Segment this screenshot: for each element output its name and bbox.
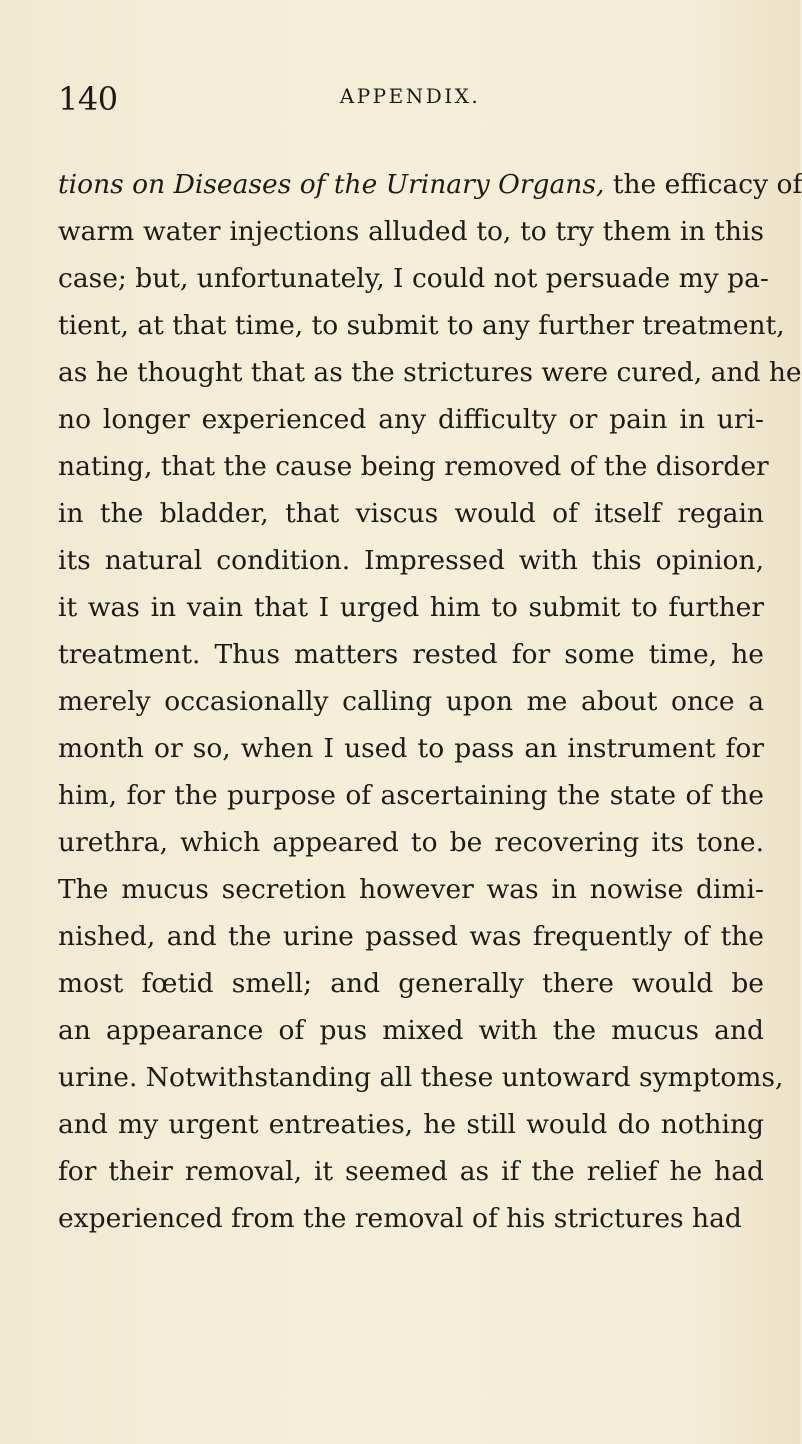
- text-line-18: most fœtid smell; and generally there would be: [58, 968, 764, 999]
- text-line-10: it was in vain that I urged him to submit to further: [58, 592, 764, 623]
- text-line-23: experienced from the removal of his strictures had: [58, 1203, 742, 1234]
- italic-title: tions on Diseases of the Urinary Organs,: [58, 169, 605, 200]
- text-line-19: an appearance of pus mixed with the mucus and: [58, 1015, 764, 1046]
- text-line-14: him, for the purpose of ascertaining the state of the: [58, 780, 764, 811]
- text-line-11: treatment. Thus matters rested for some time, he: [58, 639, 764, 670]
- text-line-20: urine. Notwithstanding all these untoward symptoms,: [58, 1062, 784, 1093]
- body-text: [58, 161, 802, 1242]
- text-line-6: no longer experienced any difficulty or pain in uri-: [58, 404, 764, 435]
- text-line-21: and my urgent entreaties, he still would do nothing: [58, 1109, 764, 1140]
- page-number: 140: [58, 80, 118, 118]
- running-head: APPENDIX.: [339, 84, 481, 108]
- text-line-9: its natural condition. Impressed with this opinion,: [58, 545, 764, 576]
- text-line-8: in the bladder, that viscus would of itself regain: [58, 498, 764, 529]
- text-line-3: case; but, unfortunately, I could not persuade my pa-: [58, 263, 769, 294]
- text-line-5: as he thought that as the strictures were cured, and he: [58, 357, 802, 388]
- text-line-1-rest: the efficacy of: [604, 169, 802, 200]
- text-line-12: merely occasionally calling upon me about once a: [58, 686, 764, 717]
- text-line-22: for their removal, it seemed as if the relief he had: [58, 1156, 764, 1187]
- text-line-1: [58, 161, 802, 208]
- text-line-7: nating, that the cause being removed of the disorder: [58, 451, 769, 482]
- text-line-13: month or so, when I used to pass an instrument for: [58, 733, 764, 764]
- text-line-16: The mucus secretion however was in nowise dimi-: [58, 874, 764, 905]
- text-line-2: warm water injections alluded to, to try them in this: [58, 216, 764, 247]
- text-line-15: urethra, which appeared to be recovering its tone.: [58, 827, 764, 858]
- text-line-17: nished, and the urine passed was frequently of the: [58, 921, 764, 952]
- text-line-4: tient, at that time, to submit to any further treatment,: [58, 310, 785, 341]
